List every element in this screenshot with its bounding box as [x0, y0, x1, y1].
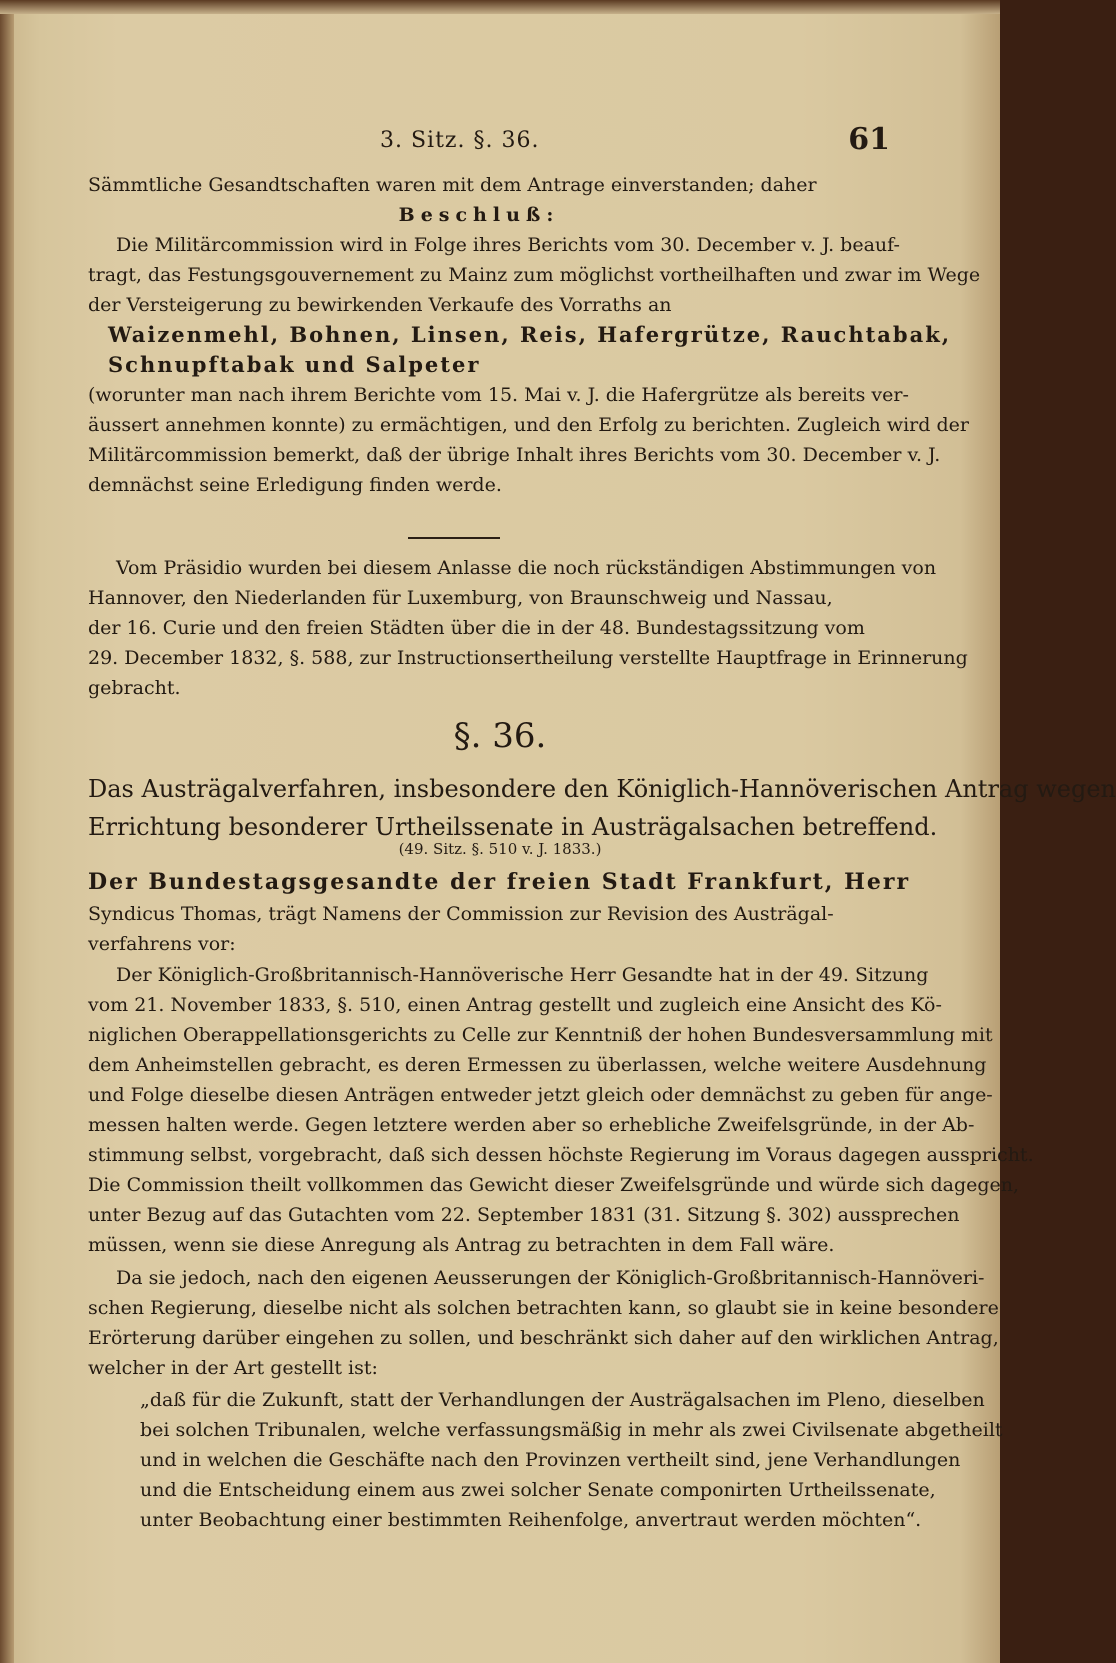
- text-line: Hannover, den Niederlanden für Luxemburg, von Braunschweig und Nassau,: [88, 587, 833, 609]
- text-line: schen Regierung, dieselbe nicht als solchen betrachten kann, so glaubt sie in keine besondere: [88, 1297, 999, 1319]
- goods-list-line: Waizenmehl, Bohnen, Linsen, Reis, Hafergrütze, Rauchtabak,: [108, 322, 952, 347]
- text-line: Die Commission theilt vollkommen das Gewicht dieser Zweifelsgründe und würde sich dagegen,: [88, 1174, 1020, 1196]
- text-line: dem Anheimstellen gebracht, es deren Ermessen zu überlassen, welche weitere Ausdehnung: [88, 1054, 987, 1076]
- text-line: unter Beobachtung einer bestimmten Reihenfolge, anvertraut werden möchten“.: [140, 1509, 922, 1531]
- heading-line: Errichtung besonderer Urtheilssenate in Austrägalsachen betreffend.: [88, 813, 938, 841]
- page-top-edge: [0, 0, 1000, 14]
- text-line: Syndicus Thomas, trägt Namens der Commission zur Revision des Austrägal-: [88, 903, 834, 925]
- text-line: messen halten werde. Gegen letztere werden aber so erhebliche Zweifelsgründe, in der Ab-: [88, 1114, 975, 1136]
- text-line: (worunter man nach ihrem Berichte vom 15. Mai v. J. die Hafergrütze als bereits ver-: [88, 384, 909, 406]
- separator-rule: [408, 537, 500, 539]
- text-line: Sämmtliche Gesandtschaften waren mit dem Antrage einverstanden; daher: [88, 174, 817, 196]
- section-36-paragraph-2: [88, 1263, 999, 1383]
- text-line: bei solchen Tribunalen, welche verfassungsmäßig in mehr als zwei Civilsenate abgetheilt: [140, 1419, 1003, 1441]
- text-line: 29. December 1832, §. 588, zur Instructionsertheilung verstellte Hauptfrage in Erinnerung: [88, 647, 968, 669]
- goods-list-line: Schnupftabak und Salpeter: [108, 352, 481, 377]
- text-line: welcher in der Art gestellt ist:: [88, 1357, 378, 1379]
- text-line: tragt, das Festungsgouvernement zu Mainz zum möglichst vortheilhaften und zwar im Wege: [88, 264, 981, 286]
- text-line: und in welchen die Geschäfte nach den Provinzen vertheilt sind, jene Verhandlungen: [140, 1449, 961, 1471]
- text-line: müssen, wenn sie diese Anregung als Antrag zu betrachten in dem Fall wäre.: [88, 1234, 835, 1256]
- text-line: demnächst seine Erledigung finden werde.: [88, 474, 502, 496]
- text-line: gebracht.: [88, 677, 181, 699]
- text-line: Da sie jedoch, nach den eigenen Aeusserungen der Königlich-Großbritannisch-Hannöveri-: [116, 1267, 985, 1289]
- heading-line: Das Austrägalverfahren, insbesondere den Königlich-Hannöverischen Antrag wegen: [88, 775, 1116, 803]
- citation: (49. Sitz. §. 510 v. J. 1833.): [398, 840, 602, 858]
- page-number: 61: [848, 122, 890, 157]
- page-header: [0, 122, 1000, 162]
- text-line: verfahrens vor:: [88, 933, 236, 955]
- text-line: unter Bezug auf das Gutachten vom 22. September 1831 (31. Sitzung §. 302) aussprechen: [88, 1204, 960, 1226]
- text-line: Erörterung darüber eingehen zu sollen, und beschränkt sich daher auf den wirklichen Antrag,: [88, 1327, 999, 1349]
- text-line: niglichen Oberappellationsgerichts zu Celle zur Kenntniß der hohen Bundesversammlung mit: [88, 1024, 993, 1046]
- section-36-paragraph-1: [88, 960, 1034, 1260]
- section-heading: [88, 770, 1116, 846]
- text-line: Die Militärcommission wird in Folge ihres Berichts vom 30. December v. J. beauf-: [116, 234, 900, 256]
- text-line: und die Entscheidung einem aus zwei solcher Senate componirten Urtheilssenate,: [140, 1479, 936, 1501]
- section-number: §. 36.: [453, 716, 547, 756]
- text-line: stimmung selbst, vorgebracht, daß sich dessen höchste Regierung im Voraus dagegen ausspricht.: [88, 1144, 1034, 1166]
- text-line: Der Königlich-Großbritannisch-Hannöverische Herr Gesandte hat in der 49. Sitzung: [116, 964, 929, 986]
- text-line: vom 21. November 1833, §. 510, einen Antrag gestellt und zugleich eine Ansicht des Kö-: [88, 994, 942, 1016]
- text-line: äussert annehmen konnte) zu ermächtigen, und den Erfolg zu berichten. Zugleich wird der: [88, 414, 969, 436]
- text-line: der 16. Curie und den freien Städten über die in der 48. Bundestagssitzung vom: [88, 617, 865, 639]
- text-line: der Versteigerung zu bewirkenden Verkaufe des Vorraths an: [88, 294, 672, 316]
- running-head: 3. Sitz. §. 36.: [380, 128, 540, 153]
- beschluss-heading: Beschluß:: [398, 204, 560, 226]
- text-line: Vom Präsidio wurden bei diesem Anlasse die noch rückständigen Abstimmungen von: [116, 557, 937, 579]
- section-36-intro: [88, 865, 911, 959]
- presidium-paragraph: [88, 553, 968, 703]
- page-edge: [0, 0, 14, 1663]
- text-line: Der Bundestagsgesandte der freien Stadt Frankfurt, Herr: [88, 869, 911, 895]
- text-line: und Folge dieselbe diesen Anträgen entweder jetzt gleich oder demnächst zu geben für ange-: [88, 1084, 993, 1106]
- text-line: „daß für die Zukunft, statt der Verhandlungen der Austrägalsachen im Pleno, dieselben: [140, 1389, 985, 1411]
- section-35-text: [88, 170, 981, 500]
- quoted-motion: [88, 1385, 1003, 1535]
- text-line: Militärcommission bemerkt, daß der übrige Inhalt ihres Berichts vom 30. December v. J.: [88, 444, 941, 466]
